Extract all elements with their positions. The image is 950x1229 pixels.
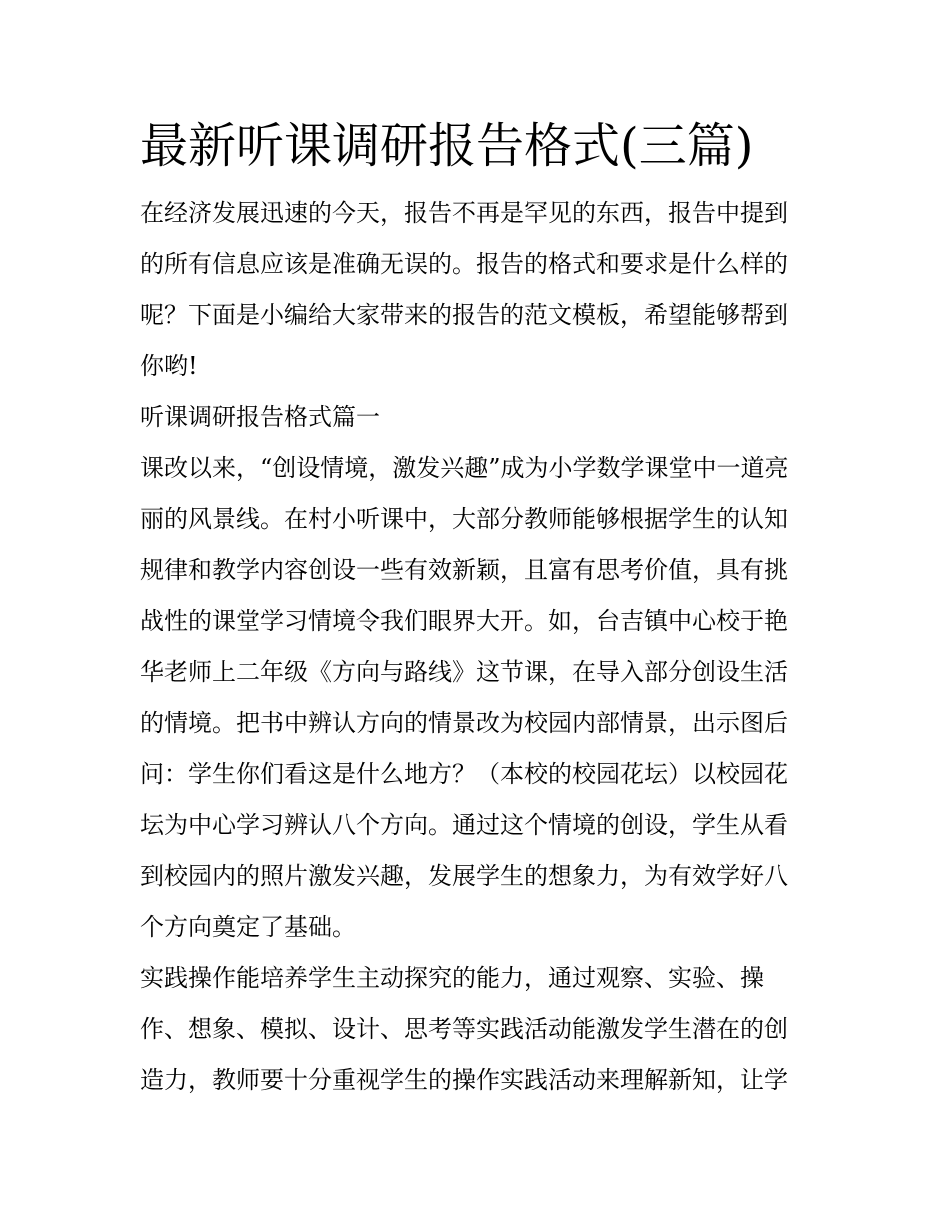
intro-line: 在经济发展迅速的今天，报告不再是罕见的东西，报告中提到	[140, 199, 788, 227]
intro-line: 呢？下面是小编给大家带来的报告的范文模板，希望能够帮到	[140, 301, 788, 329]
paragraph-line: 作、想象、模拟、设计、思考等实践活动能激发学生潜在的创	[140, 1015, 788, 1043]
paragraph-line: 实践操作能培养学生主动探究的能力，通过观察、实验、操	[140, 964, 764, 992]
paragraph-line: 战性的课堂学习情境令我们眼界大开。如，台吉镇中心校于艳	[140, 607, 788, 635]
document-title: 最新听课调研报告格式(三篇)	[140, 118, 754, 174]
intro-line: 你哟!	[140, 352, 198, 380]
body-paragraph-1	[140, 443, 812, 953]
paragraph-line: 课改以来，“创设情境，激发兴趣”成为小学数学课堂中一道亮	[140, 454, 789, 482]
paragraph-line: 个方向奠定了基础。	[140, 913, 356, 941]
section-heading: 听课调研报告格式篇一	[140, 403, 380, 431]
paragraph-line: 造力，教师要十分重视学生的操作实践活动来理解新知，让学	[140, 1066, 788, 1094]
paragraph-line: 问：学生你们看这是什么地方？（本校的校园花坛）以校园花	[140, 760, 788, 788]
body-paragraph-2	[140, 953, 812, 1106]
paragraph-line: 到校园内的照片激发兴趣，发展学生的想象力，为有效学好八	[140, 862, 788, 890]
document-page	[140, 112, 812, 1106]
paragraph-line: 坛为中心学习辨认八个方向。通过这个情境的创设，学生从看	[140, 811, 788, 839]
paragraph-line: 规律和教学内容创设一些有效新颖，且富有思考价值，具有挑	[140, 556, 788, 584]
intro-paragraph	[140, 188, 812, 392]
paragraph-line: 丽的风景线。在村小听课中，大部分教师能够根据学生的认知	[140, 505, 788, 533]
intro-line: 的所有信息应该是准确无误的。报告的格式和要求是什么样的	[140, 250, 788, 278]
paragraph-line: 华老师上二年级《方向与路线》这节课，在导入部分创设生活	[140, 658, 788, 686]
paragraph-line: 的情境。把书中辨认方向的情景改为校园内部情景，出示图后	[140, 709, 788, 737]
